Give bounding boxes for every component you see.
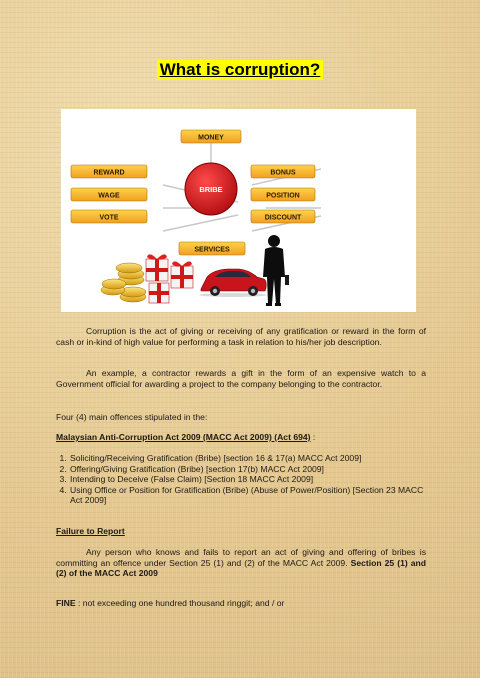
list-item: 4. Using Office or Position for Gratification (Bribe) (Abuse of Power/Position) [Section 23 MACC Act 2009]	[69, 485, 426, 506]
box-services	[179, 242, 245, 255]
box-position	[251, 188, 315, 201]
failure-heading-line	[56, 526, 426, 537]
svg-text:POSITION: POSITION	[266, 192, 300, 200]
svg-text:DISCOUNT: DISCOUNT	[264, 214, 302, 222]
example-paragraph: An example, a contractor rewards a gift in the form of an expensive watch to a Government official for awarding a project to the company belonging to the contractor.	[56, 368, 426, 389]
svg-text:VOTE: VOTE	[99, 214, 119, 222]
definition-paragraph: Corruption is the act of giving or receiving of any gratification or reward in the form of cash or in-kind of high value for performing a task in relation to his/her job description.	[56, 326, 426, 347]
box-bonus	[251, 165, 315, 178]
failure-heading: Failure to Report	[56, 526, 125, 536]
bribe-circle	[185, 163, 237, 215]
box-wage	[71, 188, 147, 201]
bribe-diagram	[61, 109, 416, 312]
svg-text:SERVICES: SERVICES	[194, 246, 230, 254]
gold-coins-illustration	[101, 263, 146, 302]
box-discount	[251, 210, 315, 223]
fine-label: FINE	[56, 598, 76, 608]
offences-list	[56, 453, 426, 506]
act-title: Malaysian Anti-Corruption Act 2009 (MACC Act 2009) (Act 694)	[56, 432, 311, 442]
fine-text: : not exceeding one hundred thousand ringgit; and / or	[75, 598, 285, 608]
box-vote	[71, 210, 147, 223]
offences-intro: Four (4) main offences stipulated in the:	[56, 412, 208, 422]
svg-text:MONEY: MONEY	[198, 134, 224, 142]
page-title: What is corruption?	[157, 60, 324, 80]
failure-section-ref: Section 25 (1) and (2) of the MACC Act 2009	[56, 557, 426, 579]
businessman-silhouette	[263, 235, 289, 306]
box-money	[181, 130, 241, 143]
list-item: 3. Intending to Deceive (False Claim) [Section 18 MACC Act 2009]	[69, 474, 426, 485]
box-reward	[71, 165, 147, 178]
act-heading	[56, 432, 426, 443]
red-car-illustration	[199, 269, 267, 297]
title-container	[0, 60, 480, 80]
svg-text:WAGE: WAGE	[98, 192, 120, 200]
gift-boxes-illustration	[146, 254, 193, 303]
list-item: 1. Soliciting/Receiving Gratification (Bribe) [section 16 & 17(a) MACC Act 2009]	[69, 453, 426, 464]
failure-paragraph	[56, 547, 426, 579]
bribe-label: BRIBE	[199, 185, 223, 194]
fine-line	[56, 598, 426, 609]
act-suffix: :	[310, 432, 316, 442]
svg-text:BONUS: BONUS	[270, 169, 296, 177]
svg-text:REWARD: REWARD	[93, 169, 125, 177]
list-item: 2. Offering/Giving Gratification (Bribe) [section 17(b) MACC Act 2009]	[69, 464, 426, 475]
failure-text: Any person who knows and fails to report an act of giving and offering of bribes is committing an offence under Section 25 (1) and (2) of the MACC Act 2009.	[56, 547, 426, 568]
